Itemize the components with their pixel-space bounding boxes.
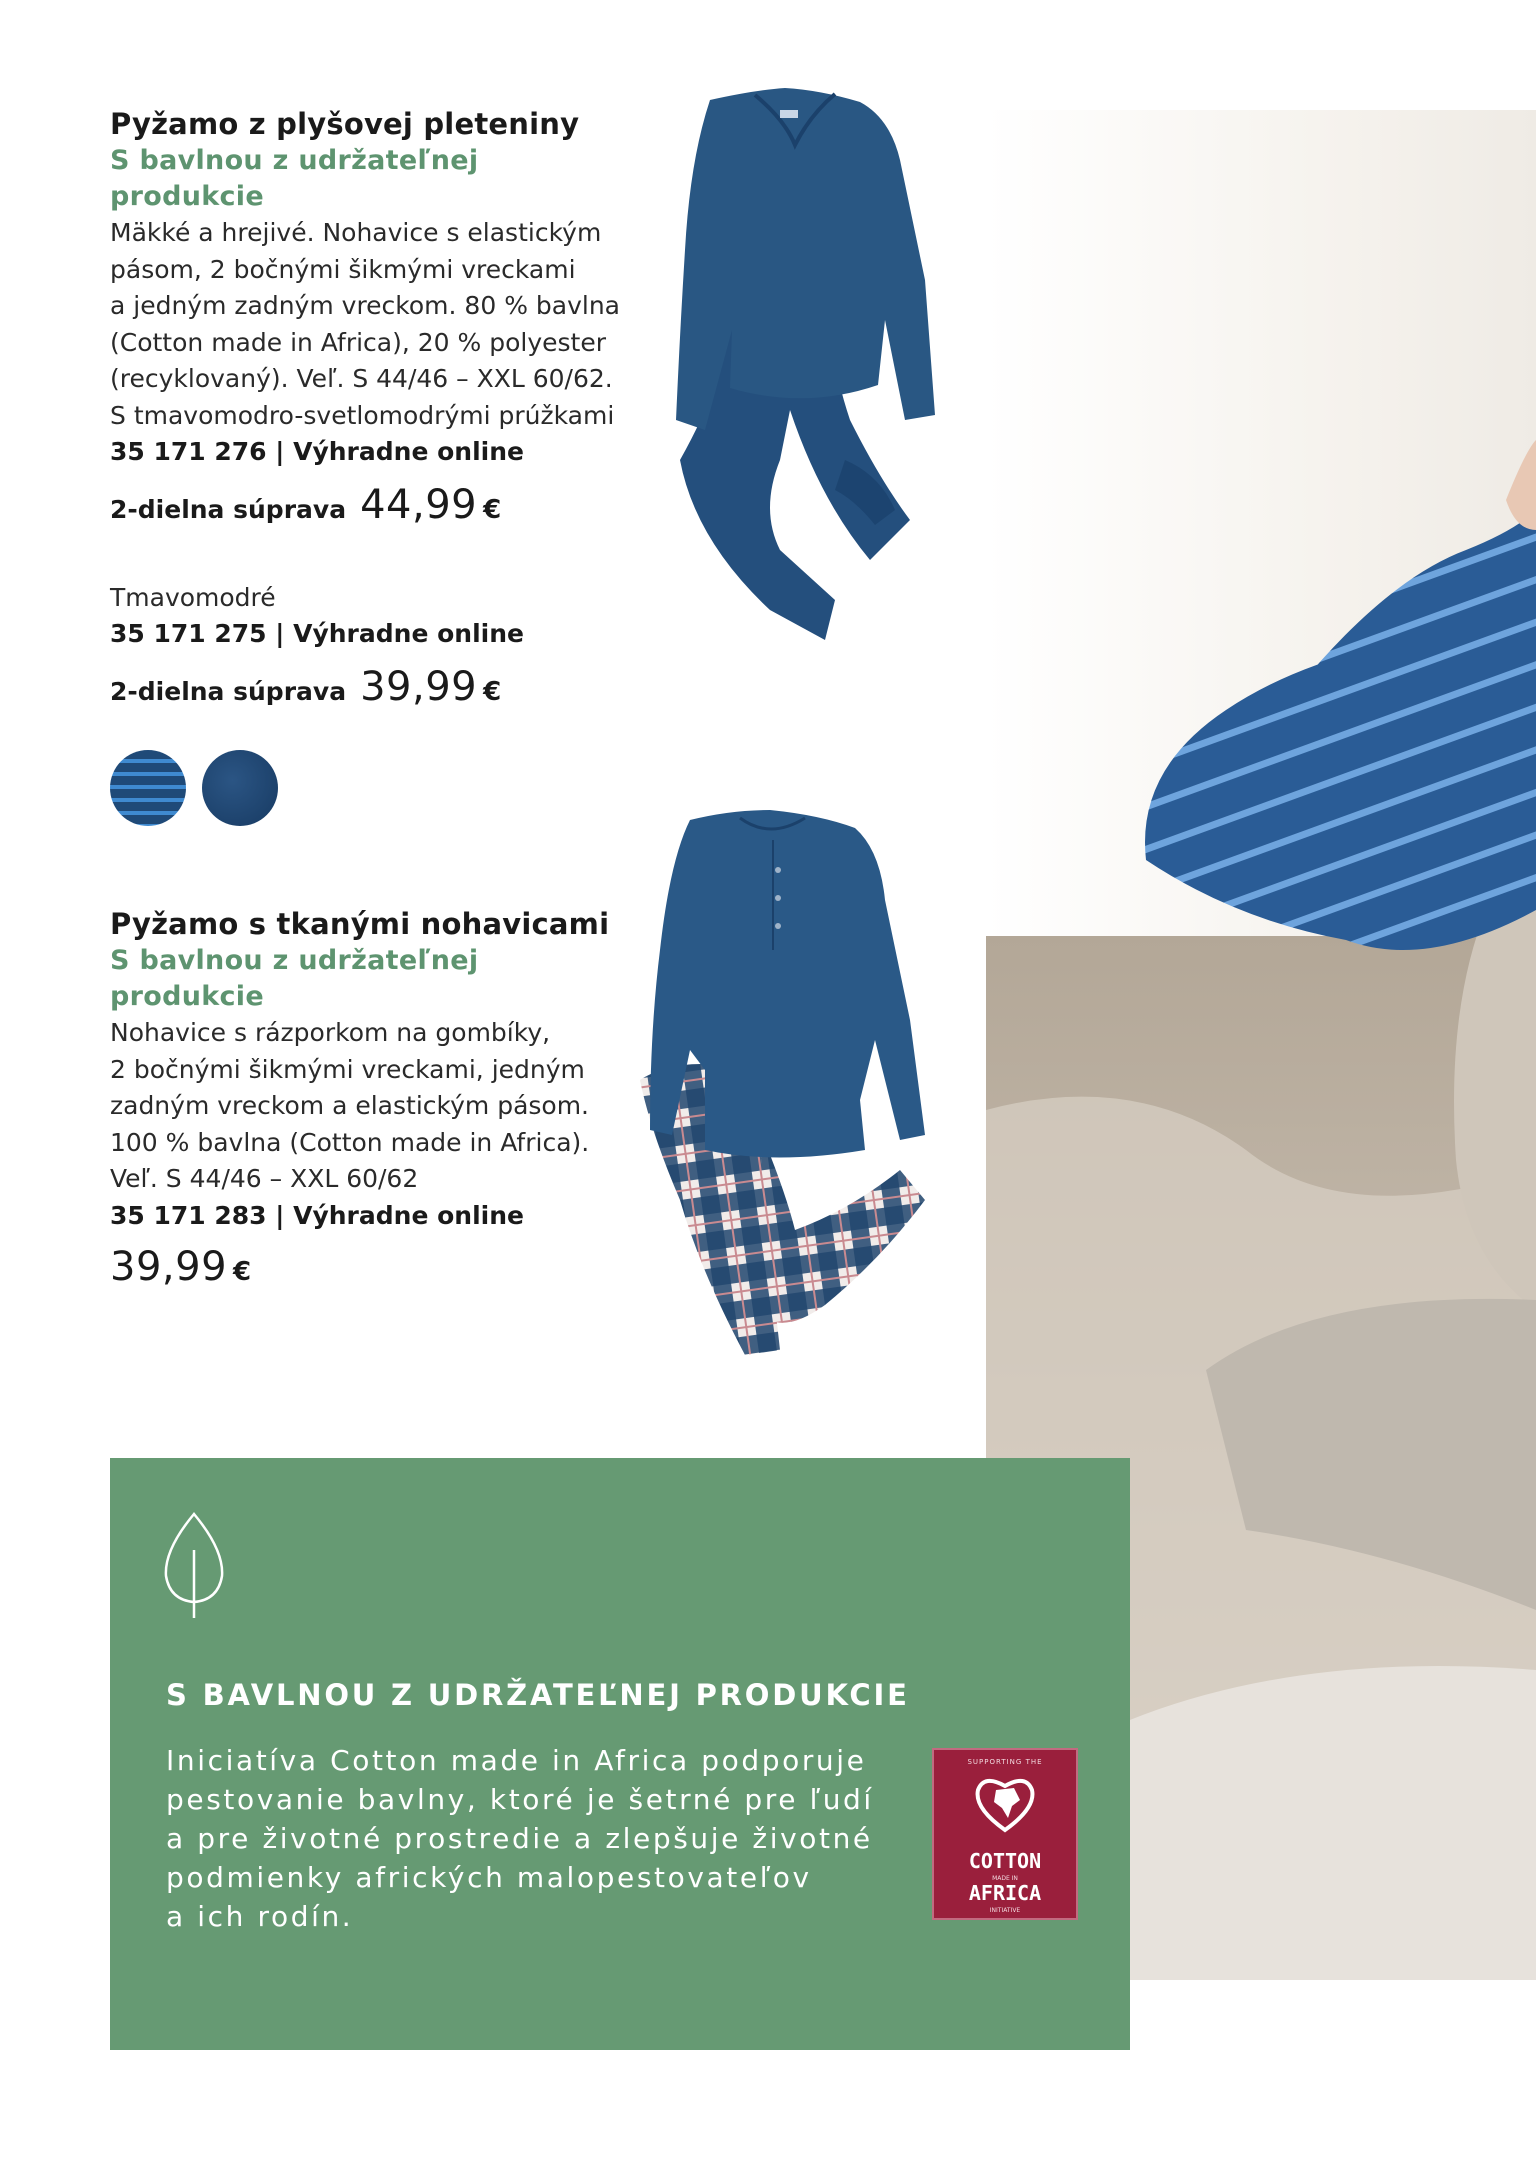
product-checked-pyjama — [110, 905, 630, 1290]
description-line: (recyklovaný). Veľ. S 44/46 – XXL 60/62. — [110, 364, 613, 393]
price: 39,99 — [360, 664, 478, 710]
description-line: (Cotton made in Africa), 20 % polyester — [110, 327, 606, 357]
info-text-line: a pre životné prostredie a zlepšuje životné — [166, 1822, 873, 1855]
variant-code: 35 171 275 | Výhradne online — [110, 619, 524, 648]
price-label: 2-dielna súprava — [110, 495, 347, 524]
color-swatches — [110, 750, 630, 826]
info-text-line: pestovanie bavlny, ktoré je šetrné pre ľudí — [166, 1783, 874, 1816]
product-description — [110, 1015, 630, 1198]
sustainability-info-box — [110, 1458, 1130, 2050]
description-line: S tmavomodro-svetlomodrými prúžkami — [110, 400, 615, 430]
product-description — [110, 215, 630, 434]
currency: € — [483, 495, 502, 525]
price-row — [110, 1244, 630, 1290]
stripe-swatch[interactable] — [110, 750, 186, 826]
info-text-line: podmienky afrických malopestovateľov — [166, 1861, 812, 1894]
info-text-line: Iniciatíva Cotton made in Africa podporuje — [166, 1744, 867, 1777]
product-image-checked-pyjama — [610, 810, 970, 1380]
cotton-made-in-africa-logo — [932, 1748, 1078, 1920]
variant-price-row — [110, 664, 630, 710]
currency: € — [483, 677, 502, 707]
description-line: pásom, 2 bočnými šikmými vreckami — [110, 254, 576, 284]
product-image-velour-pyjama — [620, 80, 960, 660]
price: 44,99 — [360, 482, 478, 528]
svg-text:COTTON: COTTON — [968, 1849, 1042, 1873]
svg-text:INITIATIVE: INITIATIVE — [989, 1907, 1021, 1914]
product-velour-pyjama — [110, 105, 630, 826]
info-text — [166, 1741, 926, 1936]
description-line: Nohavice s rázporkom na gombíky, — [110, 1018, 551, 1047]
description-line: 100 % bavlna (Cotton made in Africa). — [110, 1127, 590, 1157]
price: 39,99 — [110, 1243, 228, 1290]
description-line: Veľ. S 44/46 – XXL 60/62 — [110, 1164, 419, 1193]
product-subtitle: S bavlnou z udržateľnej produkcie — [110, 945, 479, 1012]
price-row — [110, 482, 630, 528]
price-label: 2-dielna súprava — [110, 677, 347, 706]
description-line: Mäkké a hrejivé. Nohavice s elastickým — [110, 218, 602, 247]
currency: € — [233, 1256, 252, 1287]
navy-swatch[interactable] — [202, 750, 278, 826]
product-subtitle: S bavlnou z udržateľnej produkcie — [110, 145, 479, 212]
product-code: 35 171 283 | Výhradne online — [110, 1200, 524, 1230]
description-line: zadným vreckom a elastickým pásom. — [110, 1091, 590, 1120]
svg-text:SUPPORTING THE: SUPPORTING THE — [967, 1758, 1043, 1766]
product-title: Pyžamo z plyšovej pleteniny — [110, 107, 580, 141]
leaf-icon — [162, 1510, 226, 1624]
info-text-line: a ich rodín. — [166, 1900, 354, 1933]
variant-name: Tmavomodré — [110, 583, 276, 612]
svg-text:AFRICA: AFRICA — [968, 1881, 1042, 1905]
product-title: Pyžamo s tkanými nohavicami — [110, 907, 610, 941]
description-line: 2 bočnými šikmými vreckami, jedným — [110, 1054, 585, 1084]
svg-text:MADE IN: MADE IN — [992, 1875, 1018, 1882]
description-line: a jedným zadným vreckom. 80 % bavlna — [110, 291, 620, 320]
product-code: 35 171 276 | Výhradne online — [110, 437, 524, 466]
info-heading: S BAVLNOU Z UDRŽATEĽNEJ PRODUKCIE — [166, 1678, 910, 1712]
